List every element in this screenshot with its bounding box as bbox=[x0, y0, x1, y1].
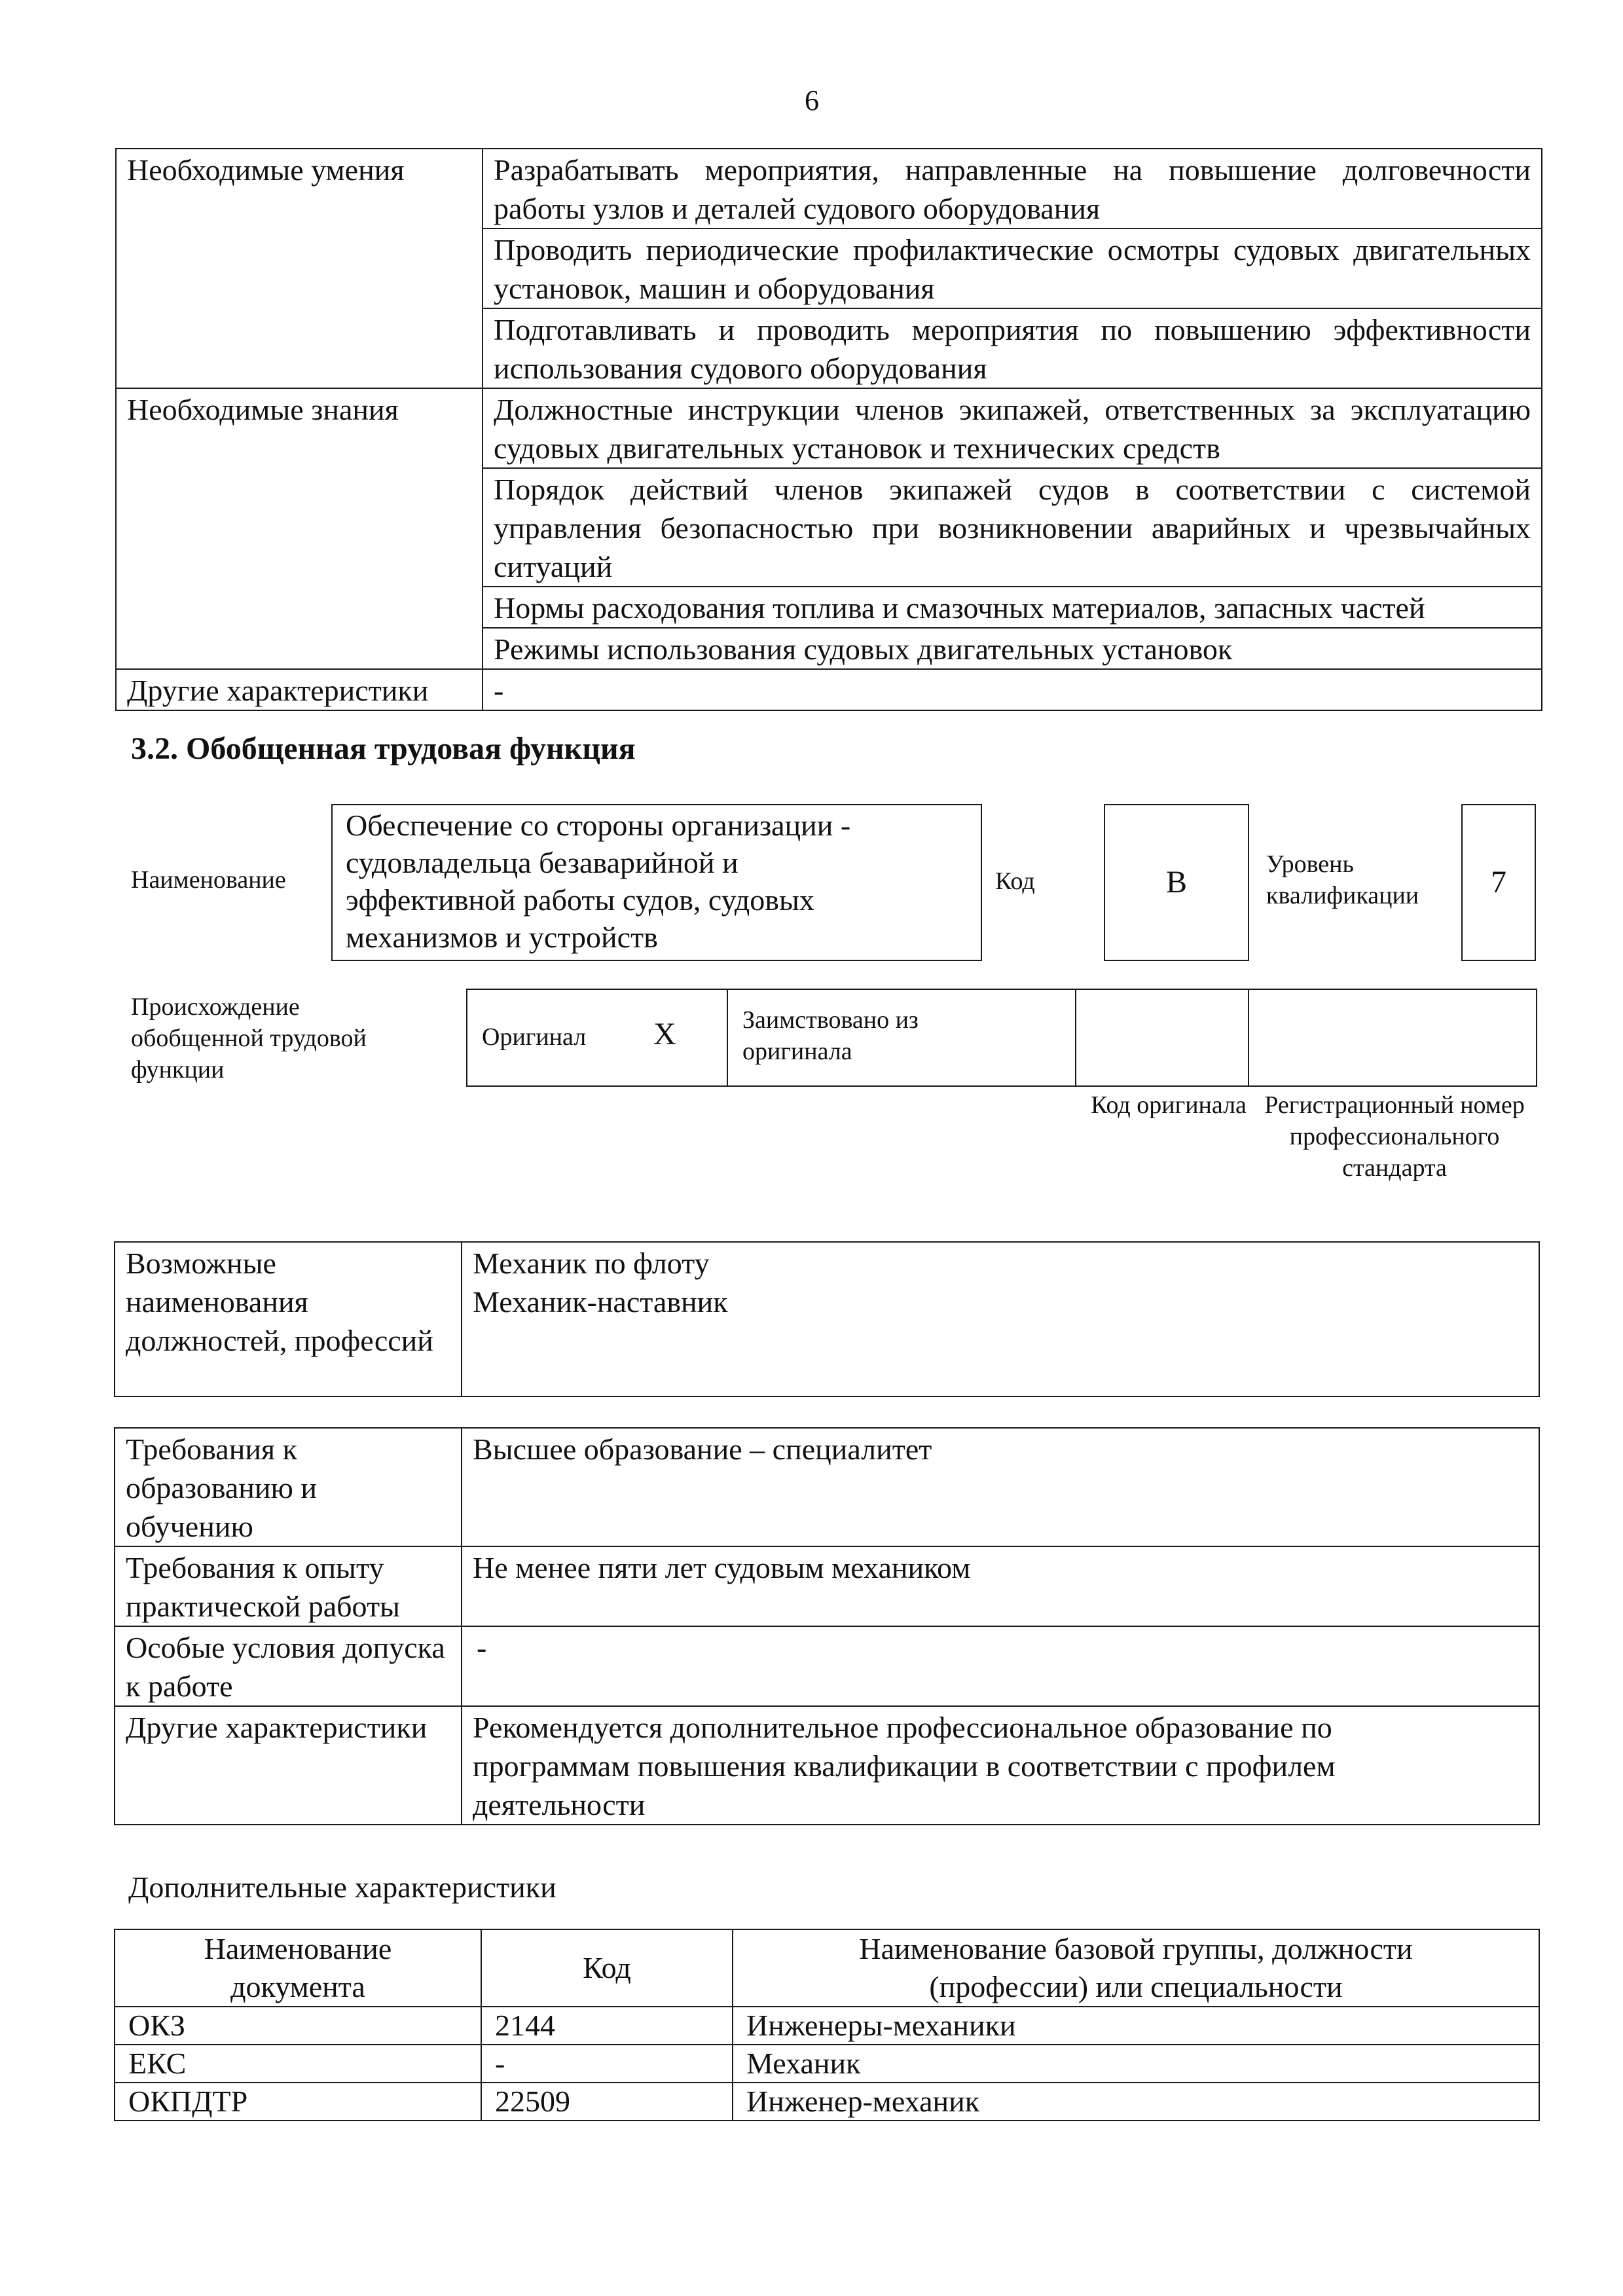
cell-name: Инженер-механик bbox=[733, 2083, 1539, 2121]
cell-code: 2144 bbox=[481, 2007, 733, 2045]
table-row bbox=[116, 388, 1542, 468]
knowledge-item: Нормы расходования топлива и смазочных материалов, запасных частей bbox=[483, 587, 1542, 628]
code-label: Код bbox=[995, 867, 1035, 895]
level-label: Уровень квалификации bbox=[1266, 850, 1419, 909]
skill-item: Разрабатывать мероприятия, направленные на повышение долговечности работы узлов и деталей судового оборудования bbox=[483, 149, 1542, 228]
reg-number-caption: Регистрационный номер профессионального стандарта bbox=[1264, 1091, 1525, 1182]
additional-table bbox=[114, 1929, 1540, 2121]
table-row bbox=[115, 2007, 1539, 2045]
cell-doc: ОКЗ bbox=[115, 2007, 481, 2045]
header-code: Код bbox=[481, 1929, 733, 2007]
positions-table bbox=[114, 1241, 1540, 1397]
table-row bbox=[116, 669, 1542, 710]
header-doc-name: Наименование документа bbox=[115, 1929, 481, 2007]
level-value: 7 bbox=[1491, 865, 1506, 900]
cell-name: Механик bbox=[733, 2045, 1539, 2083]
name-label: Наименование bbox=[131, 866, 286, 894]
other-value: - bbox=[483, 669, 1542, 710]
original-mark: X bbox=[653, 1017, 676, 1051]
divider bbox=[1075, 990, 1076, 1085]
cell-code: 22509 bbox=[481, 2083, 733, 2121]
positions-values bbox=[462, 1242, 1539, 1396]
skill-item: Проводить периодические профилактические осмотры судовых двигательных установок, машин и оборудования bbox=[483, 228, 1542, 308]
table-row bbox=[115, 1428, 1539, 1546]
code-value: B bbox=[1165, 865, 1187, 900]
requirement-value: - bbox=[462, 1626, 1539, 1706]
table-header-row bbox=[115, 1929, 1539, 2007]
header-group-name: Наименование базовой группы, должности (профессии) или специальности bbox=[733, 1929, 1539, 2007]
position-item: Механик-наставник bbox=[473, 1285, 728, 1319]
skills-knowledge-table bbox=[115, 148, 1542, 711]
cell-doc: ЕКС bbox=[115, 2045, 481, 2083]
table-row bbox=[115, 2083, 1539, 2121]
origin-label: Происхождение обобщенной трудовой функции bbox=[131, 993, 367, 1084]
requirement-value: Высшее образование – специалитет bbox=[462, 1428, 1539, 1546]
origin-box bbox=[466, 989, 1537, 1087]
code-box bbox=[1104, 804, 1249, 961]
skill-item: Подготавливать и проводить мероприятия по повышению эффективности использования судового оборудования bbox=[483, 308, 1542, 388]
additional-title: Дополнительные характеристики bbox=[128, 1870, 556, 1904]
requirement-label: Особые условия допуска к работе bbox=[115, 1626, 462, 1706]
requirements-table bbox=[114, 1427, 1540, 1825]
knowledge-item: Режимы использования судовых двигательных установок bbox=[483, 628, 1542, 669]
table-row bbox=[115, 1626, 1539, 1706]
requirement-value: Рекомендуется дополнительное профессиональное образование по программам повышения квалификации в соответствии с профилем деятельности bbox=[462, 1706, 1539, 1825]
skills-label: Необходимые умения bbox=[116, 149, 483, 388]
knowledge-item: Должностные инструкции членов экипажей, ответственных за эксплуатацию судовых двигательных установок и технических средств bbox=[483, 388, 1542, 468]
code-original-caption: Код оригинала bbox=[1091, 1091, 1247, 1119]
positions-label: Возможные наименования должностей, профессий bbox=[115, 1242, 462, 1396]
divider bbox=[1248, 990, 1249, 1085]
cell-name: Инженеры-механики bbox=[733, 2007, 1539, 2045]
table-row bbox=[115, 1546, 1539, 1626]
table-row bbox=[115, 1706, 1539, 1825]
position-item: Механик по флоту bbox=[473, 1247, 710, 1280]
knowledge-label: Необходимые знания bbox=[116, 388, 483, 669]
other-label: Другие характеристики bbox=[116, 669, 483, 710]
cell-code: - bbox=[481, 2045, 733, 2083]
table-row bbox=[116, 149, 1542, 228]
table-row bbox=[115, 2045, 1539, 2083]
knowledge-item: Порядок действий членов экипажей судов в соответствии с системой управления безопасностью при возникновении аварийных и чрезвычайных ситуаций bbox=[483, 468, 1542, 587]
page-number: 6 bbox=[805, 84, 819, 117]
function-name-box bbox=[331, 804, 982, 961]
requirement-label: Другие характеристики bbox=[115, 1706, 462, 1825]
requirement-label: Требования к образованию и обучению bbox=[115, 1428, 462, 1546]
table-row bbox=[115, 1242, 1539, 1396]
section-title: 3.2. Обобщенная трудовая функция bbox=[131, 731, 636, 766]
borrowed-label: Заимствовано из оригинала bbox=[742, 1006, 919, 1065]
cell-doc: ОКПДТР bbox=[115, 2083, 481, 2121]
level-box bbox=[1461, 804, 1536, 961]
divider bbox=[727, 990, 728, 1085]
original-label: Оригинал bbox=[482, 1023, 587, 1051]
requirement-value: Не менее пяти лет судовым механиком bbox=[462, 1546, 1539, 1626]
function-name: Обеспечение со стороны организации - судовладельца безаварийной и эффективной работы судов, судовых механизмов и устройств bbox=[346, 809, 851, 954]
requirement-label: Требования к опыту практической работы bbox=[115, 1546, 462, 1626]
